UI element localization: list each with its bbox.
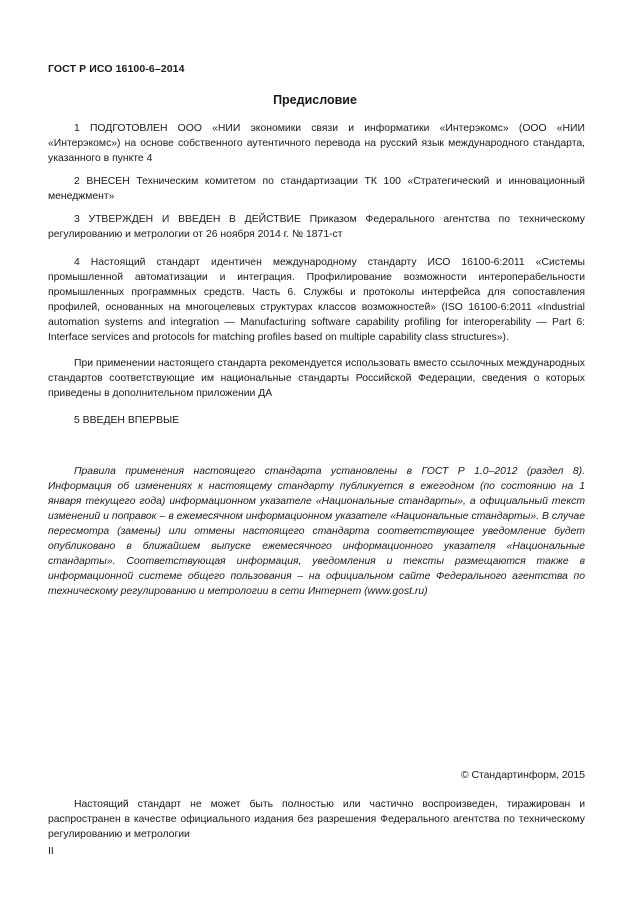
paragraph-identical: 4 Настоящий стандарт идентичен международному стандарту ИСО 16100-6:2011 «Системы промышленной автоматизации и интеграция. Профилирование возможности интероперабельности промышленных программных средств. Часть 6. Службы и протоколы интерфейса для сопоставления профилей, основанных на многоцелевых структурах классов возможностей» (ISO 16100-6:2011 «Industrial automation systems and integration — Manufacturing software capability profiling for interoperability — Part 6: Interface services and protocols for matching profiles based on multiple capability class structures»).: [48, 257, 585, 343]
paragraph-references: При применении настоящего стандарта рекомендуется использовать вместо ссылочных международных стандартов соответствующие им национальные стандарты Российской Федерации, сведения о которых приведены в дополнительном приложении ДА: [48, 358, 585, 399]
paragraph-submitted: 2 ВНЕСЕН Техническим комитетом по стандартизации ТК 100 «Стратегический и инновационный менеджмент»: [48, 176, 585, 202]
paragraph-prepared: 1 ПОДГОТОВЛЕН ООО «НИИ экономики связи и информатики «Интерэкомс» (ООО «НИИ «Интерэкомс») на основе собственного аутентичного перевода на русский язык международного стандарта, указанного в пункте 4: [48, 123, 585, 164]
document-code: ГОСТ Р ИСО 16100-6–2014: [48, 63, 185, 75]
paragraph-introduced: 5 ВВЕДЕН ВПЕРВЫЕ: [74, 415, 180, 426]
notice-text: Правила применения настоящего стандарта установлены в ГОСТ Р 1.0–2012 (раздел 8). Информация об изменениях к настоящему стандарту публикуется в ежегодном (по состоянию на 1 января текущего года) информационном указателе «Национальные стандарты», а официальный текст изменений и поправок – в ежемесячном информационном указателе «Национальные стандарты». В случае пересмотра (замены) или отмены настоящего стандарта соответствующее уведомление будет опубликовано в ближайшем выпуске ежемесячного информационного указателя «Национальные стандарты». Соответствующая информация, уведомления и тексты размещаются также в информационной системе общего пользования – на официальном сайте Федерального агентства по техническому регулированию и метрологии в сети Интернет (www.gost.ru): [48, 466, 585, 597]
copyright: © Стандартинформ, 2015: [460, 770, 585, 781]
paragraph-approved: 3 УТВЕРЖДЕН И ВВЕДЕН В ДЕЙСТВИЕ Приказом Федерального агентства по техническому регулированию и метрологии от 26 ноября 2014 г. № 1871-ст: [48, 214, 585, 240]
reproduction-notice: Настоящий стандарт не может быть полностью или частично воспроизведен, тиражирован и распространен в качестве официального издания без разрешения Федерального агентства по техническому регулированию и метрологии: [48, 799, 585, 840]
page-title: Предисловие: [273, 93, 357, 107]
page-number: II: [48, 846, 54, 857]
